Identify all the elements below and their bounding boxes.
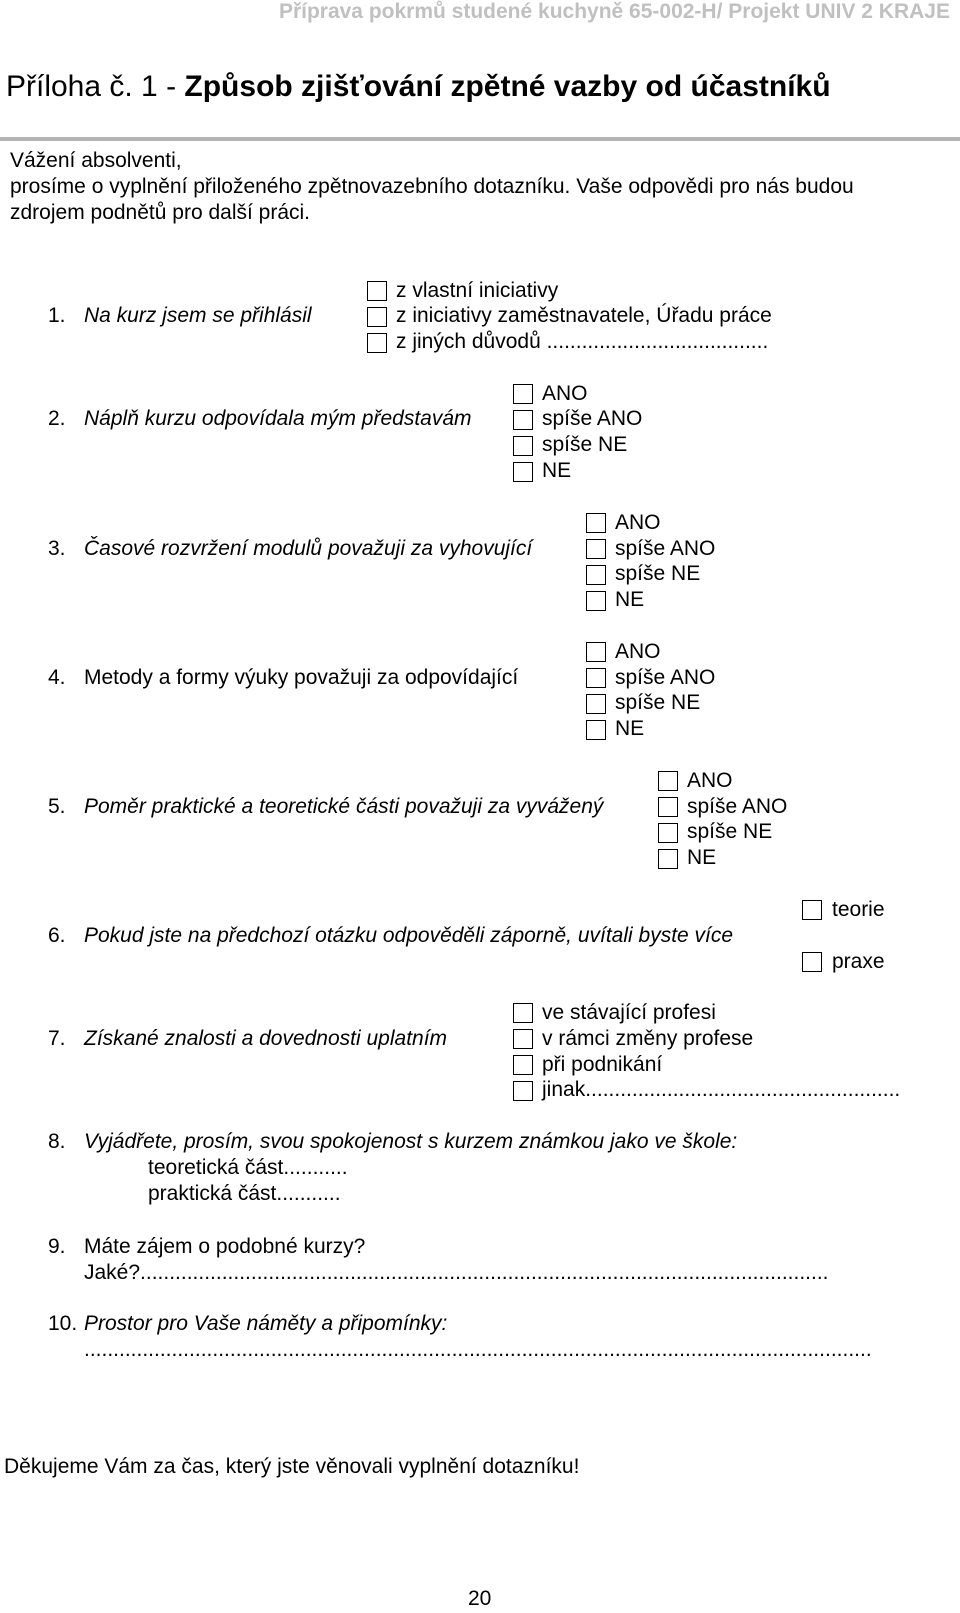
q4-option-3: spíše NE bbox=[615, 691, 701, 714]
q2-checkbox-3[interactable] bbox=[513, 436, 533, 456]
q5-option-4: NE bbox=[687, 846, 717, 869]
q1-checkbox-3[interactable] bbox=[367, 333, 387, 353]
q4-number: 4. bbox=[48, 666, 66, 689]
q7-text: Získané znalosti a dovednosti uplatním bbox=[84, 1027, 448, 1050]
q5-checkbox-2[interactable] bbox=[658, 797, 678, 817]
q8-practice-grade: praktická část........... bbox=[148, 1182, 341, 1205]
q3-checkbox-3[interactable] bbox=[586, 565, 606, 585]
q4-option-1: ANO bbox=[615, 640, 661, 663]
q3-option-3: spíše NE bbox=[615, 562, 701, 585]
q5-checkbox-3[interactable] bbox=[658, 823, 678, 843]
q2-option-2: spíše ANO bbox=[542, 407, 643, 430]
q10-text: Prostor pro Vaše náměty a připomínky: bbox=[84, 1312, 448, 1335]
title-divider bbox=[0, 137, 960, 141]
q7-option-2: v rámci změny profese bbox=[542, 1027, 754, 1050]
q2-checkbox-2[interactable] bbox=[513, 410, 533, 430]
q1-option-1: z vlastní iniciativy bbox=[396, 279, 559, 302]
q2-text: Náplň kurzu odpovídala mým představám bbox=[84, 407, 472, 430]
title-prefix: Příloha č. 1 - bbox=[6, 70, 185, 103]
q2-number: 2. bbox=[48, 407, 66, 430]
q3-option-4: NE bbox=[615, 588, 645, 611]
q4-option-4: NE bbox=[615, 717, 645, 740]
thank-you-note: Děkujeme Vám za čas, který jste věnovali vyplnění dotazníku! bbox=[4, 1455, 580, 1478]
q1-text: Na kurz jsem se přihlásil bbox=[84, 304, 312, 327]
q4-checkbox-3[interactable] bbox=[586, 694, 606, 714]
q5-number: 5. bbox=[48, 795, 66, 818]
q8-text: Vyjádřete, prosím, svou spokojenost s kurzem známkou jako ve škole: bbox=[84, 1130, 738, 1153]
q5-option-1: ANO bbox=[687, 769, 733, 792]
q2-checkbox-1[interactable] bbox=[513, 384, 533, 404]
q3-checkbox-2[interactable] bbox=[586, 539, 606, 559]
q3-option-2: spíše ANO bbox=[615, 537, 716, 560]
q5-text: Poměr praktické a teoretické části považuji za vyvážený bbox=[84, 795, 604, 818]
q2-option-3: spíše NE bbox=[542, 433, 628, 456]
q7-option-3: při podnikání bbox=[542, 1053, 663, 1076]
q6-option-1: teorie bbox=[832, 898, 885, 921]
q7-checkbox-2[interactable] bbox=[513, 1029, 533, 1049]
page-title bbox=[6, 70, 831, 104]
q3-option-1: ANO bbox=[615, 511, 661, 534]
q7-checkbox-4[interactable] bbox=[513, 1081, 533, 1101]
q9-number: 9. bbox=[48, 1235, 66, 1258]
q7-option-4: jinak...................................................... bbox=[542, 1078, 901, 1101]
q10-number: 10. bbox=[48, 1312, 78, 1335]
q3-checkbox-4[interactable] bbox=[586, 591, 606, 611]
q3-number: 3. bbox=[48, 537, 66, 560]
q10-answer-line: ....................................................................................................................................... bbox=[84, 1338, 872, 1361]
intro-line-2: zdrojem podnětů pro další práci. bbox=[10, 201, 310, 224]
q5-option-3: spíše NE bbox=[687, 820, 773, 843]
document-header: Příprava pokrmů studené kuchyně 65-002-H/ Projekt UNIV 2 KRAJE bbox=[278, 0, 950, 23]
q1-number: 1. bbox=[48, 304, 66, 327]
q9-text: Máte zájem o podobné kurzy? bbox=[84, 1235, 366, 1258]
q1-checkbox-1[interactable] bbox=[367, 281, 387, 301]
q7-option-1: ve stávající profesi bbox=[542, 1001, 716, 1024]
page-number: 20 bbox=[468, 1587, 492, 1610]
q8-number: 8. bbox=[48, 1130, 66, 1153]
q6-checkbox-1[interactable] bbox=[802, 900, 822, 920]
q5-option-2: spíše ANO bbox=[687, 795, 788, 818]
q5-checkbox-4[interactable] bbox=[658, 849, 678, 869]
q1-option-3: z jiných důvodů ...................................... bbox=[396, 330, 769, 353]
q4-option-2: spíše ANO bbox=[615, 666, 716, 689]
intro-greeting: Vážení absolventi, bbox=[10, 149, 182, 172]
q2-option-1: ANO bbox=[542, 382, 588, 405]
q7-checkbox-3[interactable] bbox=[513, 1055, 533, 1075]
q4-text: Metody a formy výuky považuji za odpovídající bbox=[84, 666, 519, 689]
q4-checkbox-2[interactable] bbox=[586, 668, 606, 688]
q6-checkbox-2[interactable] bbox=[802, 952, 822, 972]
q2-checkbox-4[interactable] bbox=[513, 462, 533, 482]
q8-theory-grade: teoretická část........... bbox=[148, 1156, 348, 1179]
q6-option-2: praxe bbox=[832, 950, 885, 973]
q2-option-4: NE bbox=[542, 459, 572, 482]
q9-answer-line: Jaké?...................................................................................................................... bbox=[84, 1261, 829, 1284]
title-main: Způsob zjišťování zpětné vazby od účastníků bbox=[184, 70, 831, 103]
q4-checkbox-1[interactable] bbox=[586, 642, 606, 662]
q6-text: Pokud jste na předchozí otázku odpověděli záporně, uvítali byste více bbox=[84, 924, 734, 947]
q7-checkbox-1[interactable] bbox=[513, 1003, 533, 1023]
intro-line-1: prosíme o vyplnění přiloženého zpětnovazebního dotazníku. Vaše odpovědi pro nás budou bbox=[10, 175, 854, 198]
q7-number: 7. bbox=[48, 1027, 66, 1050]
q1-checkbox-2[interactable] bbox=[367, 307, 387, 327]
q1-option-2: z iniciativy zaměstnavatele, Úřadu práce bbox=[396, 304, 772, 327]
q3-text: Časové rozvržení modulů považuji za vyhovující bbox=[84, 537, 533, 560]
q5-checkbox-1[interactable] bbox=[658, 771, 678, 791]
q3-checkbox-1[interactable] bbox=[586, 513, 606, 533]
q4-checkbox-4[interactable] bbox=[586, 720, 606, 740]
q6-number: 6. bbox=[48, 924, 66, 947]
